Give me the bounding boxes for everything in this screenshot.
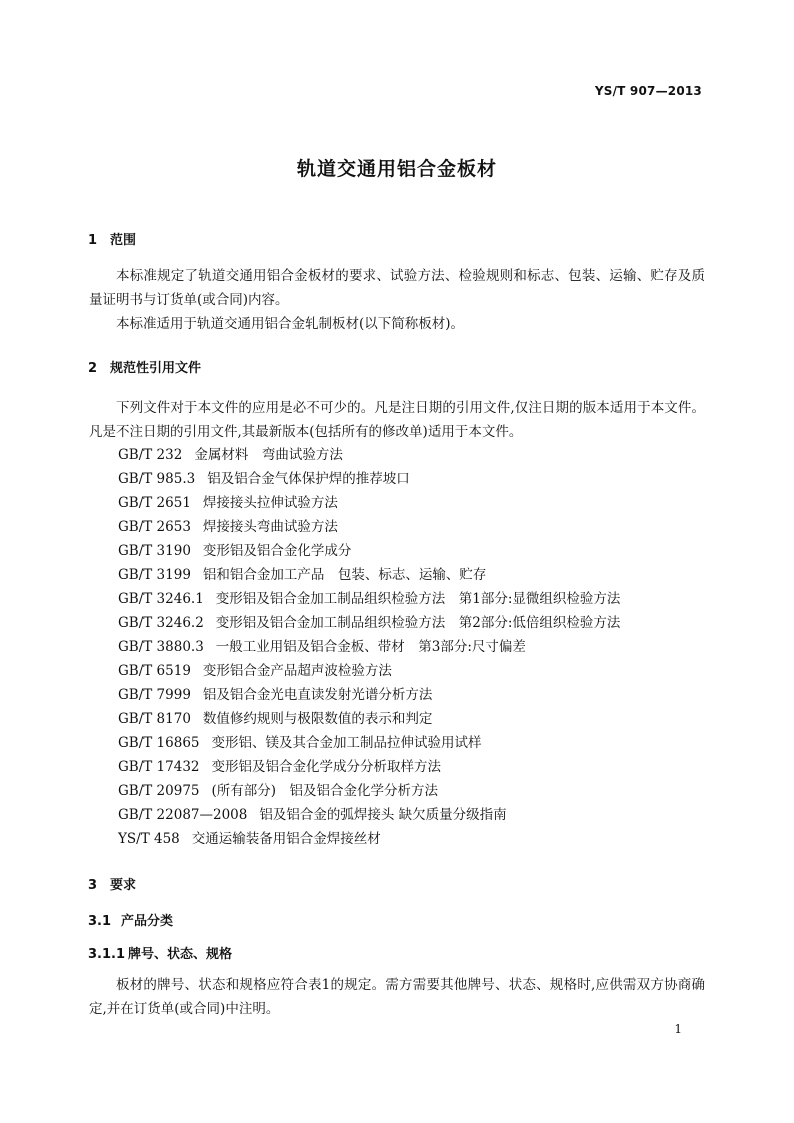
list-item [118,827,620,851]
reference-title: 数值修约规则与极限数值的表示和判定 [202,711,433,727]
reference-code: GB/T 6519 [118,663,191,679]
reference-title: 变形铝及铝合金化学成分 [202,543,352,559]
section-title: 产品分类 [121,914,174,929]
reference-code: GB/T 3246.2 [118,615,204,631]
reference-code: GB/T 3246.1 [118,591,204,607]
list-item [118,515,620,539]
scope-paragraph-2: 本标准适用于轨道交通用铝合金轧制板材(以下简称板材)。 [116,316,465,332]
reference-title: (所有部分) 铝及铝合金化学分析方法 [211,783,439,799]
reference-title: 铝及铝合金光电直读发射光谱分析方法 [202,687,433,703]
reference-code: GB/T 2653 [118,519,191,535]
section-title: 牌号、状态、规格 [128,947,233,962]
section-number: 3.1.1 [88,947,126,962]
scope-paragraph-1: 本标准规定了轨道交通用铝合金板材的要求、试验方法、检验规则和标志、包装、运输、贮存及质量证明书与订货单(或合同)内容。 [89,268,705,308]
section-number: 3 [88,878,98,893]
reference-title: 变形铝及铝合金加工制品组织检验方法 第2部分:低倍组织检验方法 [215,615,621,631]
list-item [118,779,620,803]
reference-title: 变形铝及铝合金加工制品组织检验方法 第1部分:显微组织检验方法 [215,591,621,607]
list-item [118,443,620,467]
reference-title: 铝及铝合金的弧焊接头 缺欠质量分级指南 [259,807,507,823]
section-1-heading [88,229,136,248]
standard-code: YS/T 907—2013 [594,84,702,98]
reference-title: 焊接接头拉伸试验方法 [202,495,338,511]
list-item [118,659,620,683]
reference-title: 金属材料 弯曲试验方法 [194,447,343,463]
reference-code: GB/T 3880.3 [118,639,204,655]
reference-code: GB/T 8170 [118,711,191,727]
list-item [118,755,620,779]
reference-code: GB/T 3199 [118,567,191,583]
section-title: 范围 [110,233,137,248]
reference-title: 变形铝及铝合金化学成分分析取样方法 [211,759,441,775]
section-3-1-1-heading [88,943,232,962]
section-number: 3.1 [88,914,112,929]
reference-title: 铝和铝合金加工产品 包装、标志、运输、贮存 [202,567,487,583]
list-item [118,635,620,659]
reference-title: 交通运输装备用铝合金焊接丝材 [191,831,381,847]
reference-code: YS/T 458 [118,831,180,847]
list-item [118,587,620,611]
reference-code: GB/T 22087—2008 [118,807,248,823]
list-item [118,491,620,515]
reference-code: GB/T 17432 [118,759,200,775]
reference-code: GB/T 2651 [118,495,191,511]
reference-code: GB/T 20975 [118,783,200,799]
page-number: 1 [674,1022,682,1036]
reference-code: GB/T 232 [118,447,183,463]
list-item [118,467,620,491]
reference-list [118,443,620,851]
section-number: 2 [88,361,98,376]
list-item [118,803,620,827]
section-2-heading [88,357,201,376]
document-title: 轨道交通用铝合金板材 [296,158,497,180]
reference-title: 一般工业用铝及铝合金板、带材 第3部分:尺寸偏差 [215,639,526,655]
section-3-heading [88,874,136,893]
section-title: 规范性引用文件 [110,361,202,376]
references-intro: 下列文件对于本文件的应用是必不可少的。凡是注日期的引用文件,仅注日期的版本适用于本文件。凡是不注日期的引用文件,其最新版本(包括所有的修改单)适用于本文件。 [89,400,705,440]
reference-code: GB/T 3190 [118,543,191,559]
list-item [118,539,620,563]
reference-code: GB/T 7999 [118,687,191,703]
reference-title: 铝及铝合金气体保护焊的推荐坡口 [207,471,410,487]
reference-title: 变形铝、镁及其合金加工制品拉伸试验用试样 [211,735,482,751]
section-number: 1 [88,233,98,248]
reference-code: GB/T 985.3 [118,471,196,487]
section-title: 要求 [110,878,137,893]
section-3-1-heading [88,910,173,929]
reference-title: 变形铝合金产品超声波检验方法 [202,663,392,679]
list-item [118,611,620,635]
list-item [118,683,620,707]
grades-paragraph: 板材的牌号、状态和规格应符合表1的规定。需方需要其他牌号、状态、规格时,应供需双方协商确定,并在订货单(或合同)中注明。 [89,977,705,1017]
list-item [118,731,620,755]
list-item [118,563,620,587]
list-item [118,707,620,731]
reference-code: GB/T 16865 [118,735,200,751]
reference-title: 焊接接头弯曲试验方法 [202,519,338,535]
